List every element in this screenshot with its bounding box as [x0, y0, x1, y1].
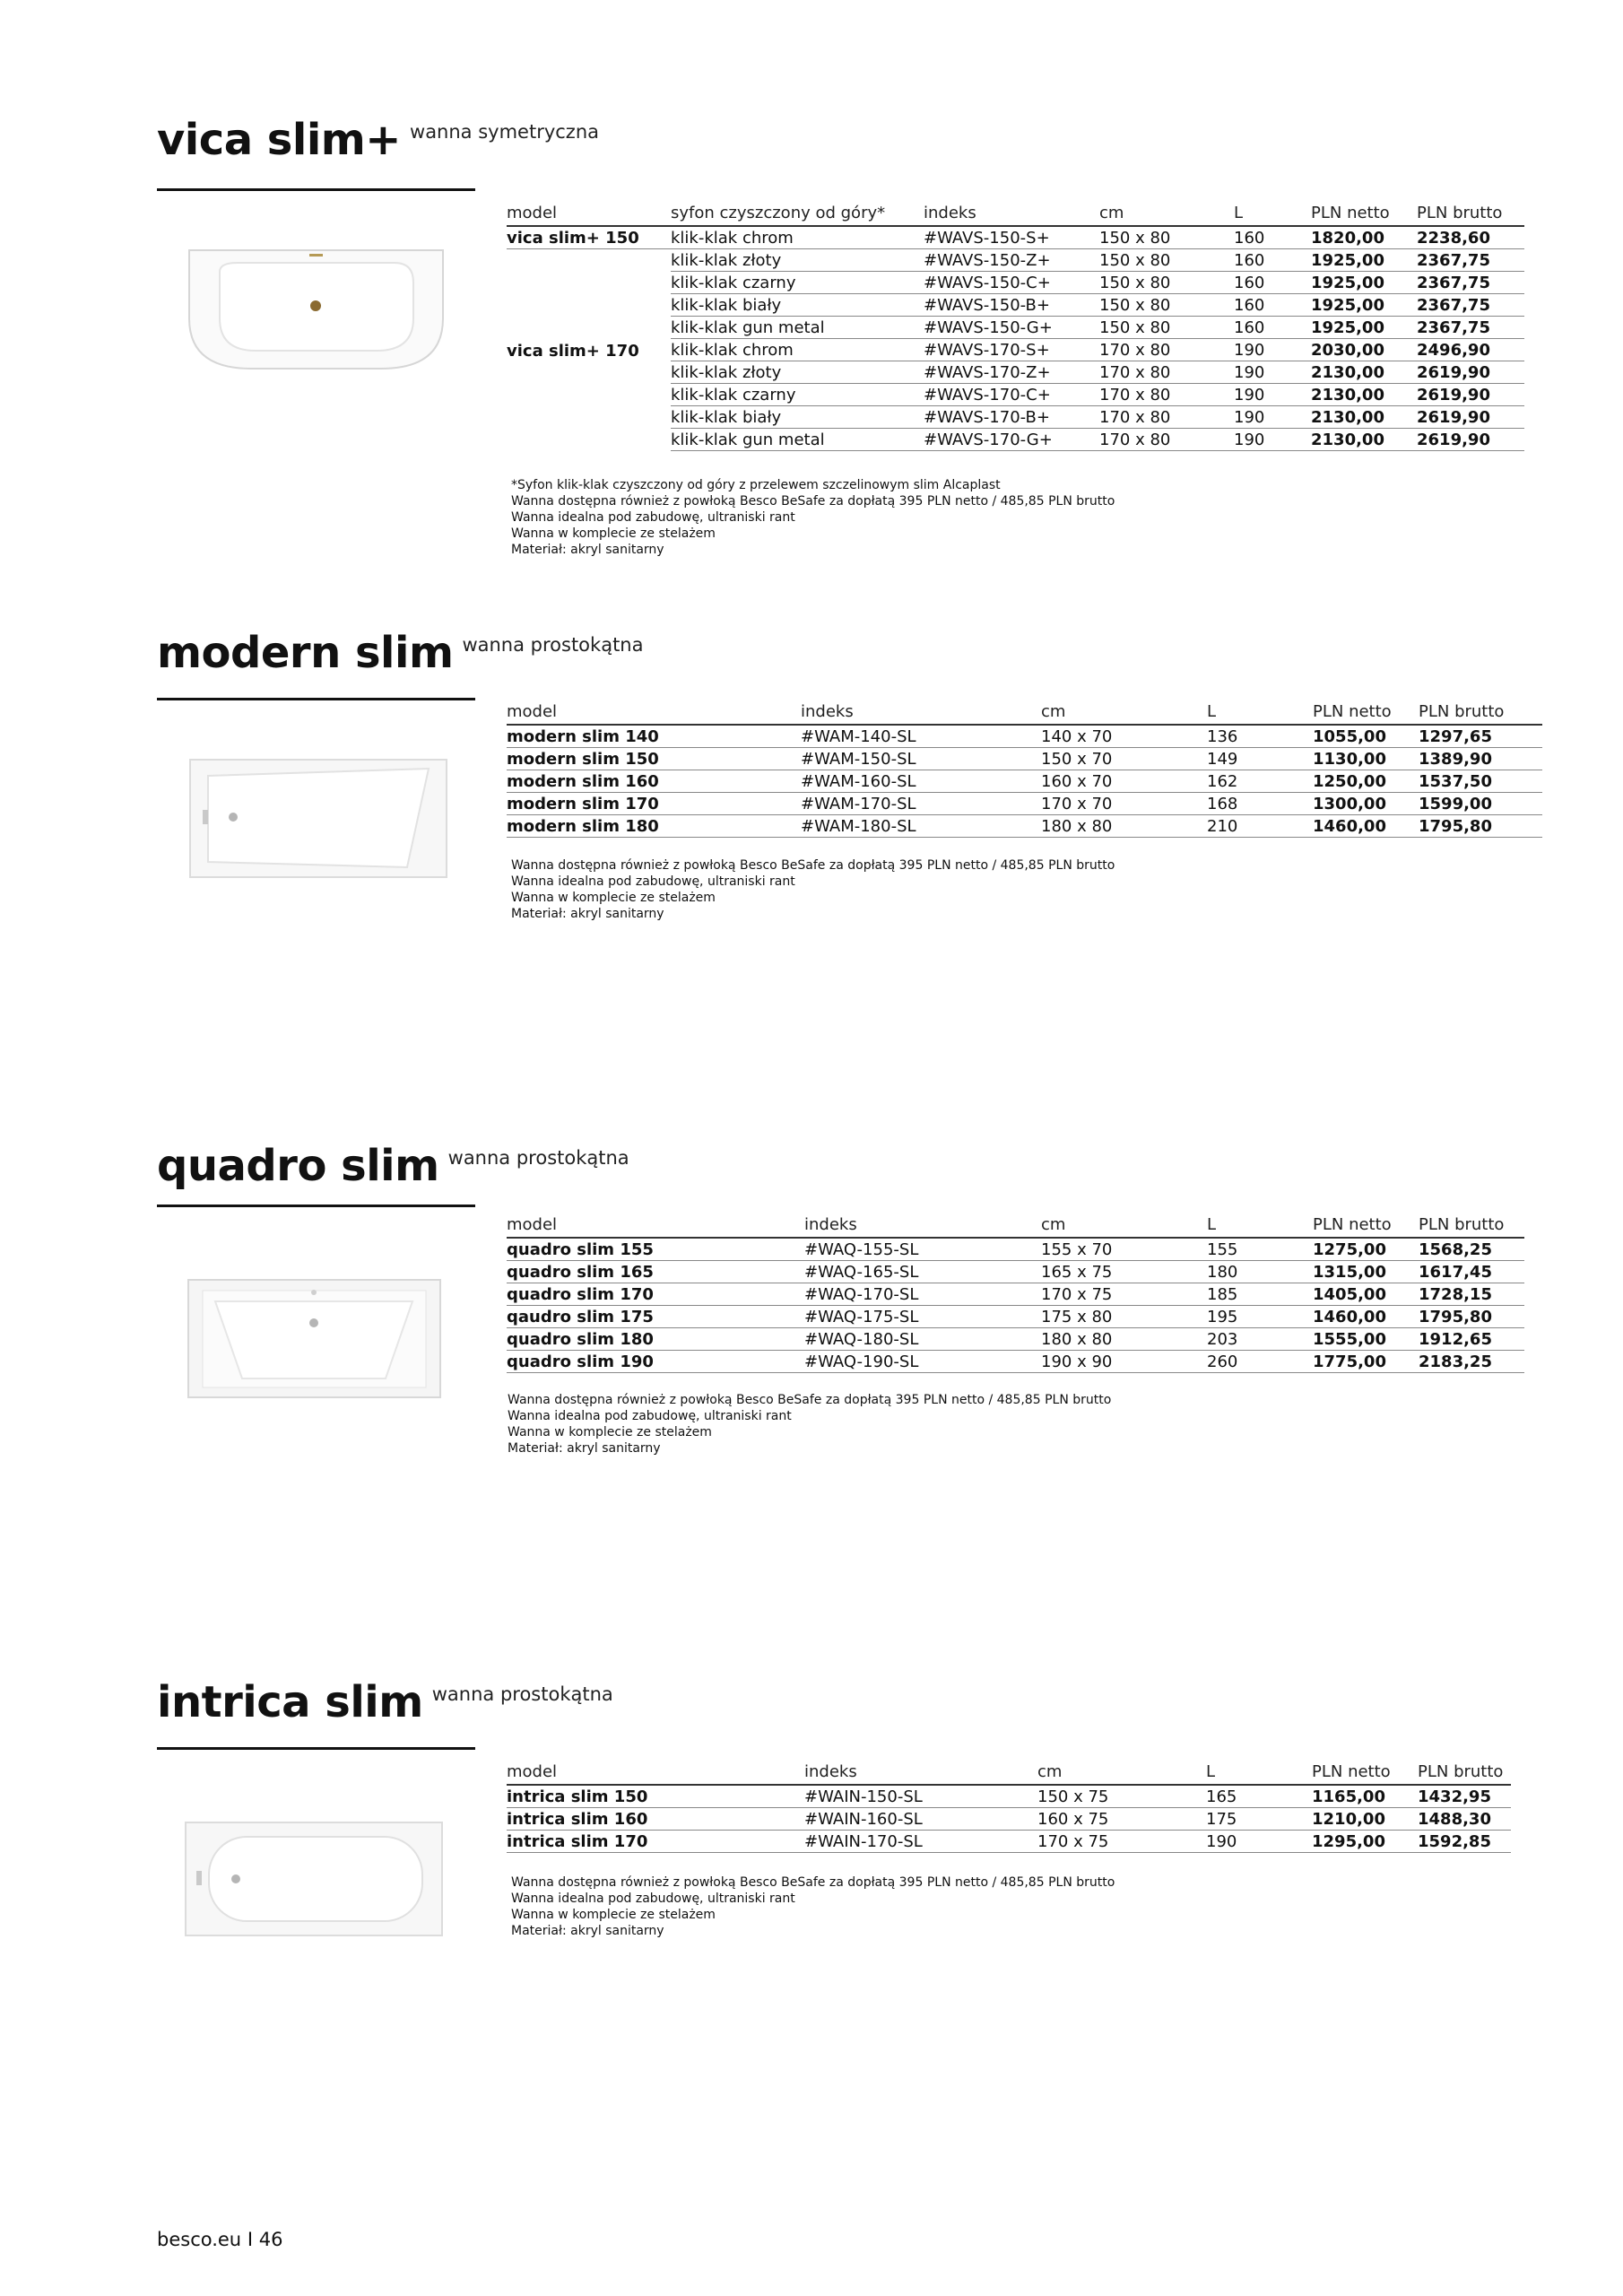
cell-indeks: #WAQ-165-SL: [804, 1261, 1041, 1283]
col-brutto: PLN brutto: [1418, 1758, 1511, 1785]
cell-brutto: 1912,65: [1419, 1328, 1524, 1351]
table-row: [507, 793, 1542, 815]
table-row: [507, 1306, 1524, 1328]
cell-indeks: #WAVS-170-G+: [924, 429, 1099, 451]
cell-cm: 165 x 75: [1041, 1261, 1207, 1283]
table-row: [507, 1831, 1511, 1853]
cell-l: 190: [1234, 384, 1311, 406]
cell-syfon: klik-klak złoty: [671, 361, 924, 384]
col-syfon: syfon czyszczony od góry*: [671, 199, 924, 226]
cell-syfon: klik-klak gun metal: [671, 429, 924, 451]
note-line: Wanna idealna pod zabudowę, ultraniski rant: [511, 510, 795, 525]
cell-brutto: 1617,45: [1419, 1261, 1524, 1283]
cell-netto: 2130,00: [1311, 406, 1417, 429]
intrica-notes: [511, 1874, 1115, 1939]
note-line: Wanna idealna pod zabudowę, ultraniski rant: [508, 1409, 792, 1423]
note-line: Materiał: akryl sanitarny: [511, 907, 664, 921]
cell-indeks: #WAIN-150-SL: [804, 1785, 1037, 1808]
cell-brutto: 2367,75: [1417, 272, 1524, 294]
cell-l: 155: [1207, 1238, 1313, 1261]
cell-indeks: #WAQ-170-SL: [804, 1283, 1041, 1306]
cell-netto: 1275,00: [1313, 1238, 1419, 1261]
cell-syfon: klik-klak gun metal: [671, 317, 924, 339]
cell-cm: 175 x 80: [1041, 1306, 1207, 1328]
cell-brutto: 2619,90: [1417, 429, 1524, 451]
cell-l: 165: [1206, 1785, 1312, 1808]
note-line: Materiał: akryl sanitarny: [511, 1924, 664, 1938]
note-line: Materiał: akryl sanitarny: [508, 1441, 661, 1456]
cell-cm: 170 x 75: [1041, 1283, 1207, 1306]
cell-cm: 150 x 75: [1037, 1785, 1206, 1808]
cell-netto: 2030,00: [1311, 339, 1417, 361]
cell-cm: 170 x 80: [1099, 361, 1234, 384]
cell-indeks: #WAQ-180-SL: [804, 1328, 1041, 1351]
title-rule: [157, 188, 475, 191]
cell-l: 175: [1206, 1808, 1312, 1831]
cell-model: quadro slim 170: [507, 1283, 804, 1306]
cell-model: quadro slim 180: [507, 1328, 804, 1351]
table-row: [507, 815, 1542, 838]
cell-indeks: #WAM-180-SL: [801, 815, 1041, 838]
cell-l: 180: [1207, 1261, 1313, 1283]
cell-brutto: 1432,95: [1418, 1785, 1511, 1808]
note-line: Materiał: akryl sanitarny: [511, 543, 664, 557]
note-line: Wanna dostępna również z powłoką Besco BeSafe za dopłatą 395 PLN netto / 485,85 PLN brutto: [508, 1393, 1112, 1407]
cell-indeks: #WAM-160-SL: [801, 770, 1041, 793]
cell-l: 160: [1234, 249, 1311, 272]
cell-model: qaudro slim 175: [507, 1306, 804, 1328]
product-title: quadro slim: [157, 1141, 439, 1191]
col-model: model: [507, 1758, 804, 1785]
col-cm: cm: [1099, 199, 1234, 226]
cell-brutto: 1728,15: [1419, 1283, 1524, 1306]
cell-cm: 150 x 80: [1099, 249, 1234, 272]
col-cm: cm: [1037, 1758, 1206, 1785]
modern-notes: [511, 857, 1115, 922]
cell-l: 160: [1234, 317, 1311, 339]
col-model: model: [507, 1211, 804, 1238]
cell-netto: 1555,00: [1313, 1328, 1419, 1351]
cell-l: 190: [1206, 1831, 1312, 1853]
cell-netto: 2130,00: [1311, 429, 1417, 451]
cell-syfon: klik-klak biały: [671, 406, 924, 429]
cell-netto: 1300,00: [1313, 793, 1419, 815]
note-line: Wanna dostępna również z powłoką Besco BeSafe za dopłatą 395 PLN netto / 485,85 PLN brutto: [511, 494, 1115, 509]
table-row: [507, 748, 1542, 770]
cell-indeks: #WAQ-175-SL: [804, 1306, 1041, 1328]
cell-cm: 160 x 75: [1037, 1808, 1206, 1831]
cell-indeks: #WAVS-150-B+: [924, 294, 1099, 317]
table-row: [507, 249, 1524, 272]
col-l: L: [1234, 199, 1311, 226]
cell-l: 168: [1207, 793, 1313, 815]
cell-brutto: 2183,25: [1419, 1351, 1524, 1373]
table-row: [507, 317, 1524, 339]
cell-l: 149: [1207, 748, 1313, 770]
cell-indeks: #WAVS-170-S+: [924, 339, 1099, 361]
cell-model: modern slim 160: [507, 770, 801, 793]
cell-indeks: #WAIN-170-SL: [804, 1831, 1037, 1853]
col-netto: PLN netto: [1313, 1211, 1419, 1238]
col-brutto: PLN brutto: [1417, 199, 1524, 226]
product-title: vica slim+: [157, 115, 402, 165]
title-rule: [157, 1205, 475, 1207]
cell-model: quadro slim 190: [507, 1351, 804, 1373]
table-row: [507, 226, 1524, 249]
table-header: [507, 1211, 1524, 1238]
cell-cm: 150 x 70: [1041, 748, 1207, 770]
cell-cm: 180 x 80: [1041, 1328, 1207, 1351]
cell-netto: 1055,00: [1313, 725, 1419, 748]
note-line: *Syfon klik-klak czyszczony od góry z przelewem szczelinowym slim Alcaplast: [511, 478, 1001, 492]
cell-cm: 170 x 80: [1099, 384, 1234, 406]
col-brutto: PLN brutto: [1419, 698, 1542, 725]
cell-brutto: 1592,85: [1418, 1831, 1511, 1853]
cell-l: 210: [1207, 815, 1313, 838]
quadro-notes: [508, 1392, 1111, 1457]
cell-indeks: #WAVS-150-S+: [924, 226, 1099, 249]
col-model: model: [507, 698, 801, 725]
quadro-spec-table: [507, 1211, 1524, 1373]
section-title-quadro: [157, 1141, 629, 1191]
cell-l: 260: [1207, 1351, 1313, 1373]
footer-site-link[interactable]: besco.eu: [157, 2229, 242, 2250]
cell-indeks: #WAM-170-SL: [801, 793, 1041, 815]
section-title-modern: [157, 628, 643, 678]
vica-tub-image: [184, 247, 448, 372]
cell-brutto: 2367,75: [1417, 249, 1524, 272]
product-subtitle: wanna prostokątna: [462, 634, 644, 656]
table-row: [507, 725, 1542, 748]
cell-syfon: klik-klak złoty: [671, 249, 924, 272]
table-row: [507, 1785, 1511, 1808]
cell-indeks: #WAVS-150-G+: [924, 317, 1099, 339]
cell-cm: 150 x 80: [1099, 317, 1234, 339]
product-title: intrica slim: [157, 1677, 423, 1727]
cell-cm: 190 x 90: [1041, 1351, 1207, 1373]
page-number: 46: [258, 2229, 283, 2250]
title-rule: [157, 698, 475, 700]
section-title-intrica: [157, 1677, 613, 1727]
col-indeks: indeks: [804, 1758, 1037, 1785]
table-header: [507, 199, 1524, 226]
intrica-spec-table: [507, 1758, 1511, 1853]
cell-indeks: #WAVS-170-B+: [924, 406, 1099, 429]
col-l: L: [1206, 1758, 1312, 1785]
cell-cm: 150 x 80: [1099, 226, 1234, 249]
cell-brutto: 1795,80: [1419, 1306, 1524, 1328]
table-row: [507, 361, 1524, 384]
intrica-tub-image: [184, 1821, 444, 1937]
cell-indeks: #WAQ-155-SL: [804, 1238, 1041, 1261]
table-row: [507, 429, 1524, 451]
table-row: [507, 339, 1524, 361]
vica-notes: [511, 477, 1115, 558]
note-line: Wanna dostępna również z powłoką Besco BeSafe za dopłatą 395 PLN netto / 485,85 PLN brutto: [511, 858, 1115, 873]
col-brutto: PLN brutto: [1419, 1211, 1524, 1238]
cell-syfon: klik-klak chrom: [671, 339, 924, 361]
cell-model: modern slim 150: [507, 748, 801, 770]
title-rule: [157, 1747, 475, 1750]
cell-netto: 1925,00: [1311, 249, 1417, 272]
col-l: L: [1207, 698, 1313, 725]
cell-l: 190: [1234, 406, 1311, 429]
cell-model: [507, 406, 671, 429]
cell-syfon: klik-klak chrom: [671, 226, 924, 249]
cell-l: 136: [1207, 725, 1313, 748]
cell-brutto: 1537,50: [1419, 770, 1542, 793]
cell-brutto: 2238,60: [1417, 226, 1524, 249]
cell-model: vica slim+ 170: [507, 341, 639, 361]
cell-cm: 170 x 80: [1099, 429, 1234, 451]
table-row: [507, 1283, 1524, 1306]
cell-cm: 150 x 80: [1099, 272, 1234, 294]
cell-brutto: 1795,80: [1419, 815, 1542, 838]
cell-model: intrica slim 160: [507, 1808, 804, 1831]
table-row: [507, 1238, 1524, 1261]
cell-indeks: #WAM-140-SL: [801, 725, 1041, 748]
cell-cm: 170 x 75: [1037, 1831, 1206, 1853]
cell-l: 160: [1234, 226, 1311, 249]
cell-cm: 155 x 70: [1041, 1238, 1207, 1261]
cell-cm: 170 x 70: [1041, 793, 1207, 815]
cell-indeks: #WAVS-150-C+: [924, 272, 1099, 294]
cell-brutto: 2367,75: [1417, 317, 1524, 339]
modern-spec-table: [507, 698, 1542, 838]
col-indeks: indeks: [801, 698, 1041, 725]
cell-netto: 1210,00: [1312, 1808, 1418, 1831]
table-row: [507, 294, 1524, 317]
page-footer: [157, 2229, 282, 2250]
cell-brutto: 2619,90: [1417, 406, 1524, 429]
cell-l: 160: [1234, 272, 1311, 294]
cell-l: 185: [1207, 1283, 1313, 1306]
cell-model: modern slim 170: [507, 793, 801, 815]
cell-brutto: 1599,00: [1419, 793, 1542, 815]
quadro-tub-image: [187, 1278, 442, 1399]
cell-syfon: klik-klak czarny: [671, 272, 924, 294]
cell-netto: 1820,00: [1311, 226, 1417, 249]
cell-netto: 1405,00: [1313, 1283, 1419, 1306]
product-subtitle: wanna prostokątna: [431, 1683, 613, 1705]
cell-cm: 170 x 80: [1099, 406, 1234, 429]
vica-spec-table: [507, 199, 1524, 451]
cell-l: 190: [1234, 361, 1311, 384]
table-row: [507, 406, 1524, 429]
col-cm: cm: [1041, 698, 1207, 725]
cell-brutto: 1297,65: [1419, 725, 1542, 748]
cell-netto: 1775,00: [1313, 1351, 1419, 1373]
cell-cm: 160 x 70: [1041, 770, 1207, 793]
cell-brutto: 1389,90: [1419, 748, 1542, 770]
cell-model: [507, 272, 671, 294]
cell-model: intrica slim 150: [507, 1785, 804, 1808]
table-row: [507, 384, 1524, 406]
cell-netto: 1460,00: [1313, 1306, 1419, 1328]
col-netto: PLN netto: [1311, 199, 1417, 226]
col-netto: PLN netto: [1312, 1758, 1418, 1785]
cell-model: quadro slim 165: [507, 1261, 804, 1283]
col-cm: cm: [1041, 1211, 1207, 1238]
cell-model: vica slim+ 150: [507, 226, 671, 249]
cell-model: [507, 361, 671, 384]
cell-netto: 1165,00: [1312, 1785, 1418, 1808]
cell-syfon: klik-klak biały: [671, 294, 924, 317]
product-subtitle: wanna symetryczna: [410, 121, 600, 143]
cell-cm: 170 x 80: [1099, 339, 1234, 361]
cell-cm: 180 x 80: [1041, 815, 1207, 838]
col-indeks: indeks: [924, 199, 1099, 226]
cell-l: 190: [1234, 339, 1311, 361]
product-title: modern slim: [157, 628, 454, 678]
cell-netto: 1250,00: [1313, 770, 1419, 793]
cell-brutto: 2367,75: [1417, 294, 1524, 317]
cell-cm: 140 x 70: [1041, 725, 1207, 748]
cell-cm: 150 x 80: [1099, 294, 1234, 317]
cell-brutto: 2619,90: [1417, 384, 1524, 406]
cell-brutto: 1568,25: [1419, 1238, 1524, 1261]
footer-separator: I: [247, 2229, 254, 2250]
cell-indeks: #WAVS-170-Z+: [924, 361, 1099, 384]
note-line: Wanna w komplecie ze stelażem: [511, 526, 716, 541]
cell-model: [507, 384, 671, 406]
cell-l: 160: [1234, 294, 1311, 317]
table-row: [507, 1261, 1524, 1283]
cell-netto: 1130,00: [1313, 748, 1419, 770]
cell-model: [507, 429, 671, 451]
cell-netto: 2130,00: [1311, 384, 1417, 406]
cell-netto: 1925,00: [1311, 294, 1417, 317]
product-subtitle: wanna prostokątna: [447, 1147, 629, 1169]
cell-model: modern slim 140: [507, 725, 801, 748]
note-line: Wanna dostępna również z powłoką Besco BeSafe za dopłatą 395 PLN netto / 485,85 PLN brutto: [511, 1875, 1115, 1890]
cell-netto: 1460,00: [1313, 815, 1419, 838]
cell-indeks: #WAIN-160-SL: [804, 1808, 1037, 1831]
cell-netto: 1295,00: [1312, 1831, 1418, 1853]
col-netto: PLN netto: [1313, 698, 1419, 725]
note-line: Wanna w komplecie ze stelażem: [508, 1425, 712, 1439]
table-header: [507, 1758, 1511, 1785]
cell-l: 195: [1207, 1306, 1313, 1328]
cell-brutto: 2619,90: [1417, 361, 1524, 384]
cell-indeks: #WAM-150-SL: [801, 748, 1041, 770]
cell-brutto: 2496,90: [1417, 339, 1524, 361]
cell-indeks: #WAVS-150-Z+: [924, 249, 1099, 272]
table-row: [507, 272, 1524, 294]
note-line: Wanna w komplecie ze stelażem: [511, 1908, 716, 1922]
cell-l: 203: [1207, 1328, 1313, 1351]
cell-model: [507, 294, 671, 317]
cell-netto: 1925,00: [1311, 317, 1417, 339]
col-l: L: [1207, 1211, 1313, 1238]
cell-netto: 2130,00: [1311, 361, 1417, 384]
col-indeks: indeks: [804, 1211, 1041, 1238]
cell-syfon: klik-klak czarny: [671, 384, 924, 406]
note-line: Wanna idealna pod zabudowę, ultraniski rant: [511, 874, 795, 889]
cell-indeks: #WAQ-190-SL: [804, 1351, 1041, 1373]
table-header: [507, 698, 1542, 725]
table-row: [507, 1328, 1524, 1351]
table-row: [507, 770, 1542, 793]
cell-brutto: 1488,30: [1418, 1808, 1511, 1831]
cell-model: [507, 317, 671, 339]
cell-model: [507, 249, 671, 272]
cell-netto: 1925,00: [1311, 272, 1417, 294]
table-row: [507, 1808, 1511, 1831]
cell-model: quadro slim 155: [507, 1238, 804, 1261]
table-row: [507, 1351, 1524, 1373]
cell-indeks: #WAVS-170-C+: [924, 384, 1099, 406]
cell-l: 190: [1234, 429, 1311, 451]
section-title-vica: [157, 115, 599, 165]
cell-model: modern slim 180: [507, 815, 801, 838]
col-model: model: [507, 199, 671, 226]
modern-tub-image: [188, 758, 448, 879]
note-line: Wanna idealna pod zabudowę, ultraniski rant: [511, 1892, 795, 1906]
cell-l: 162: [1207, 770, 1313, 793]
cell-netto: 1315,00: [1313, 1261, 1419, 1283]
note-line: Wanna w komplecie ze stelażem: [511, 891, 716, 905]
cell-model: intrica slim 170: [507, 1831, 804, 1853]
